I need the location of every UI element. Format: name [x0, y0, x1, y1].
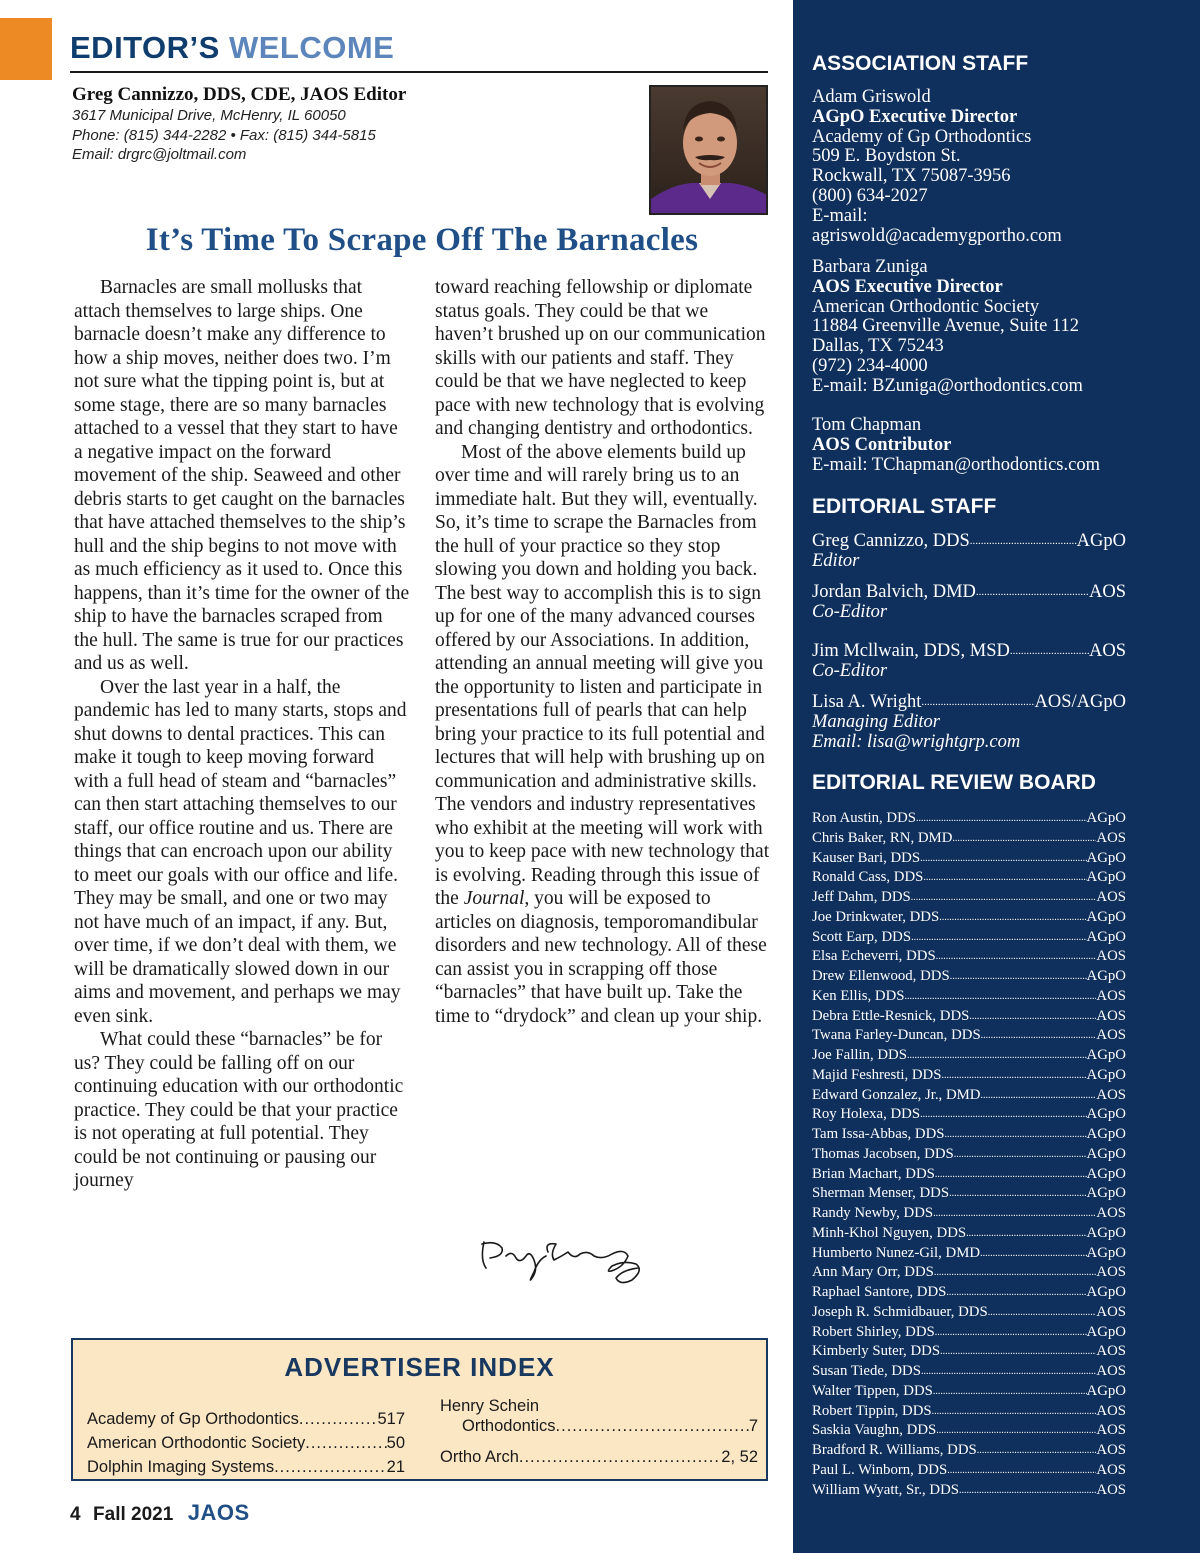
advertiser-column-left — [87, 1407, 405, 1479]
board-member: Sherman Menser, DDS ..... AGpO — [812, 1184, 1126, 1204]
editor-address: 3617 Municipal Drive, McHenry, IL 60050 — [72, 107, 346, 124]
editor-signature — [476, 1230, 651, 1292]
page-number: 4 — [70, 1504, 81, 1525]
board-member: Robert Tippin, DDS ..... AOS — [812, 1402, 1126, 1422]
board-member: Saskia Vaughn, DDS ..... AOS — [812, 1421, 1126, 1441]
association-staff-heading: ASSOCIATION STAFF — [812, 52, 1029, 75]
issue-label: Fall 2021 — [93, 1504, 174, 1525]
staff-sidebar — [793, 0, 1200, 1553]
article-paragraph: Over the last year in a half, the pandemic has led to many starts, stops and shut downs to dental practices. This can make it tough to keep moving forward with a full head of steam and “barnacles” can then start attaching themselves to our staff, our office routine and us. There are things that can encroach upon our ability to meet our goals with our office and life. They may be small, and one or two may not have much of an impact, if any. But, over time, if we don’t deal with them, we will be dramatically slowed down in our aims and movement, and perhaps we may even sink. — [74, 676, 407, 1027]
advertiser-entry: Orthodontics ..... 7 — [440, 1416, 758, 1436]
article-paragraph: Most of the above elements build up over time and will rarely bring us to an immediate halt. But they will, eventually. So, it’s time to scrape the Barnacles from the hull of your practice so they stop slowing you down and holding you back. The best way to accomplish this is to sign up for one of the many advanced courses offered by our Associations. In addition, attending an annual meeting will give you the opportunity to listen and participate in presentations full of pearls that can help bring your practice to its full potential and lectures that will help with brushing up on communication and administrative skills. The vendors and industry representatives who exhibit at the meeting will work with you to keep pace with new technology that is evolving. Reading through this issue of the Journal, you will be exposed to articles on diagnosis, temporomandibular disorders and new technology. All of these can assist you in scrapping off those “barnacles” that have built up. Take the time to “drydock” and clean up your ship. — [435, 441, 770, 1027]
board-member: Ron Austin, DDS ..... AGpO — [812, 809, 1126, 829]
board-member: Humberto Nunez-Gil, DMD ..... AGpO — [812, 1244, 1126, 1264]
staff-contact: Barbara Zuniga AOS Executive Director American Orthodontic Society 11884 Greenville Avenue, Suite 112 Dallas, TX 75243 (972) 234-4000 E-mail: BZuniga@orthodontics.com — [812, 257, 1083, 396]
advertiser-entry: Academy of Gp Orthodontics ..... 517 — [87, 1407, 405, 1431]
article-column-2 — [435, 276, 771, 1028]
advertiser-column-right — [440, 1396, 758, 1469]
advertiser-entry-name-line: Henry Schein — [440, 1397, 540, 1415]
page-footer — [70, 1500, 250, 1526]
article-column-1 — [74, 276, 410, 1193]
board-member: Ken Ellis, DDS ..... AOS — [812, 987, 1126, 1007]
editorial-staff-heading: EDITORIAL STAFF — [812, 495, 997, 518]
staff-entry: Jim Mcllwain, DDS, MSD ..... AOS Co-Editor — [812, 641, 1126, 681]
section-heading: EDITOR’S WELCOME — [70, 30, 395, 65]
board-member: Tam Issa-Abbas, DDS ..... AGpO — [812, 1125, 1126, 1145]
article-paragraph: toward reaching fellowship or diplomate status goals. They could be that we haven’t brushed up on our communication skills with our patients and staff. They could be that we have neglected to keep pace with new technology that is evolving and changing dentistry and orthodontics. — [435, 277, 766, 439]
board-member: Roy Holexa, DDS ..... AGpO — [812, 1105, 1126, 1125]
advertiser-index — [71, 1338, 768, 1481]
board-member: Debra Ettle-Resnick, DDS ..... AOS — [812, 1007, 1126, 1027]
board-member: Thomas Jacobsen, DDS ..... AGpO — [812, 1145, 1126, 1165]
staff-entry: Lisa A. Wright ..... AOS/AGpO Managing Editor Email: lisa@wrightgrp.com — [812, 692, 1126, 752]
board-member: Ronald Cass, DDS ..... AGpO — [812, 868, 1126, 888]
staff-contact: Adam Griswold AGpO Executive Director Academy of Gp Orthodontics 509 E. Boydston St. Rockwall, TX 75087-3956 (800) 634-2027 E-mail: agriswold@academygportho.com — [812, 87, 1062, 246]
board-member: Randy Newby, DDS ..... AOS — [812, 1204, 1126, 1224]
editor-name: Greg Cannizzo, DDS, CDE, JAOS Editor — [72, 84, 407, 105]
editor-email: Email: drgrc@joltmail.com — [72, 146, 247, 163]
journal-name: JAOS — [187, 1500, 250, 1525]
staff-entry: Greg Cannizzo, DDS ..... AGpO Editor — [812, 531, 1126, 571]
advertiser-entry: American Orthodontic Society ..... 50 — [87, 1431, 405, 1455]
review-board-list — [812, 809, 1126, 1500]
advertiser-entry: Ortho Arch ..... 2, 52 — [440, 1445, 758, 1469]
board-member: Chris Baker, RN, DMD ..... AOS — [812, 829, 1126, 849]
board-member: Majid Feshresti, DDS ..... AGpO — [812, 1066, 1126, 1086]
staff-entry: Jordan Balvich, DMD ..... AOS Co-Editor — [812, 582, 1126, 622]
board-member: Bradford R. Williams, DDS ..... AOS — [812, 1441, 1126, 1461]
advertiser-index-title: ADVERTISER INDEX — [284, 1352, 555, 1382]
board-member: Drew Ellenwood, DDS ..... AGpO — [812, 967, 1126, 987]
board-member: Kauser Bari, DDS ..... AGpO — [812, 849, 1126, 869]
board-member: Brian Machart, DDS ..... AGpO — [812, 1165, 1126, 1185]
journal-emphasis: Journal — [463, 888, 525, 909]
board-member: Minh-Khol Nguyen, DDS ..... AGpO — [812, 1224, 1126, 1244]
board-member: Robert Shirley, DDS ..... AGpO — [812, 1323, 1126, 1343]
staff-contact: Tom Chapman AOS Contributor E-mail: TChapman@orthodontics.com — [812, 415, 1100, 475]
editor-phone-fax: Phone: (815) 344-2282 • Fax: (815) 344-5815 — [72, 126, 376, 144]
article-paragraph: Barnacles are small mollusks that attach themselves to large ships. One barnacle doesn’t make any difference to how a ship moves, neither does two. I’m not sure what the tipping point is, but at some stage, there are so many barnacles attached to a vessel that they start to have a negative impact on the forward movement of the ship. Seaweed and other debris starts to get caught on the barnacles that have attached themselves to the ship’s hull and the ship begins to not move with as much efficiency as it used to. Once this happens, than it’s time for the owner of the ship to have the barnacles scraped from the hull. The same is true for our practices and us as well. — [74, 277, 410, 674]
board-member: Edward Gonzalez, Jr., DMD ..... AOS — [812, 1086, 1126, 1106]
orange-section-tab — [0, 18, 52, 80]
article-paragraph: What could these “barnacles” be for us? They could be falling off on our continuing education with our orthodontic practice. They could be that your practice is not operating at full potential. They could be not continuing or pausing our journey — [74, 1029, 404, 1191]
editor-photo — [649, 85, 768, 215]
board-member: Walter Tippen, DDS ..... AGpO — [812, 1382, 1126, 1402]
board-member: Joe Fallin, DDS ..... AGpO — [812, 1046, 1126, 1066]
advertiser-entry: Dolphin Imaging Systems ..... 21 — [87, 1455, 405, 1479]
board-member: Ann Mary Orr, DDS ..... AOS — [812, 1263, 1126, 1283]
article-title: It’s Time To Scrape Off The Barnacles — [145, 222, 699, 258]
board-member: Paul L. Winborn, DDS ..... AOS — [812, 1461, 1126, 1481]
editor-contact — [72, 84, 632, 165]
board-member: Raphael Santore, DDS ..... AGpO — [812, 1283, 1126, 1303]
heading-rule — [70, 71, 768, 73]
board-member: Susan Tiede, DDS ..... AOS — [812, 1362, 1126, 1382]
board-member: Scott Earp, DDS ..... AGpO — [812, 928, 1126, 948]
board-member: Kimberly Suter, DDS ..... AOS — [812, 1342, 1126, 1362]
board-member: Twana Farley-Duncan, DDS ..... AOS — [812, 1026, 1126, 1046]
board-member: William Wyatt, Sr., DDS ..... AOS — [812, 1481, 1126, 1501]
board-member: Joe Drinkwater, DDS ..... AGpO — [812, 908, 1126, 928]
review-board-heading: EDITORIAL REVIEW BOARD — [812, 771, 1096, 794]
board-member: Joseph R. Schmidbauer, DDS ..... AOS — [812, 1303, 1126, 1323]
board-member: Elsa Echeverri, DDS ..... AOS — [812, 947, 1126, 967]
board-member: Jeff Dahm, DDS ..... AOS — [812, 888, 1126, 908]
